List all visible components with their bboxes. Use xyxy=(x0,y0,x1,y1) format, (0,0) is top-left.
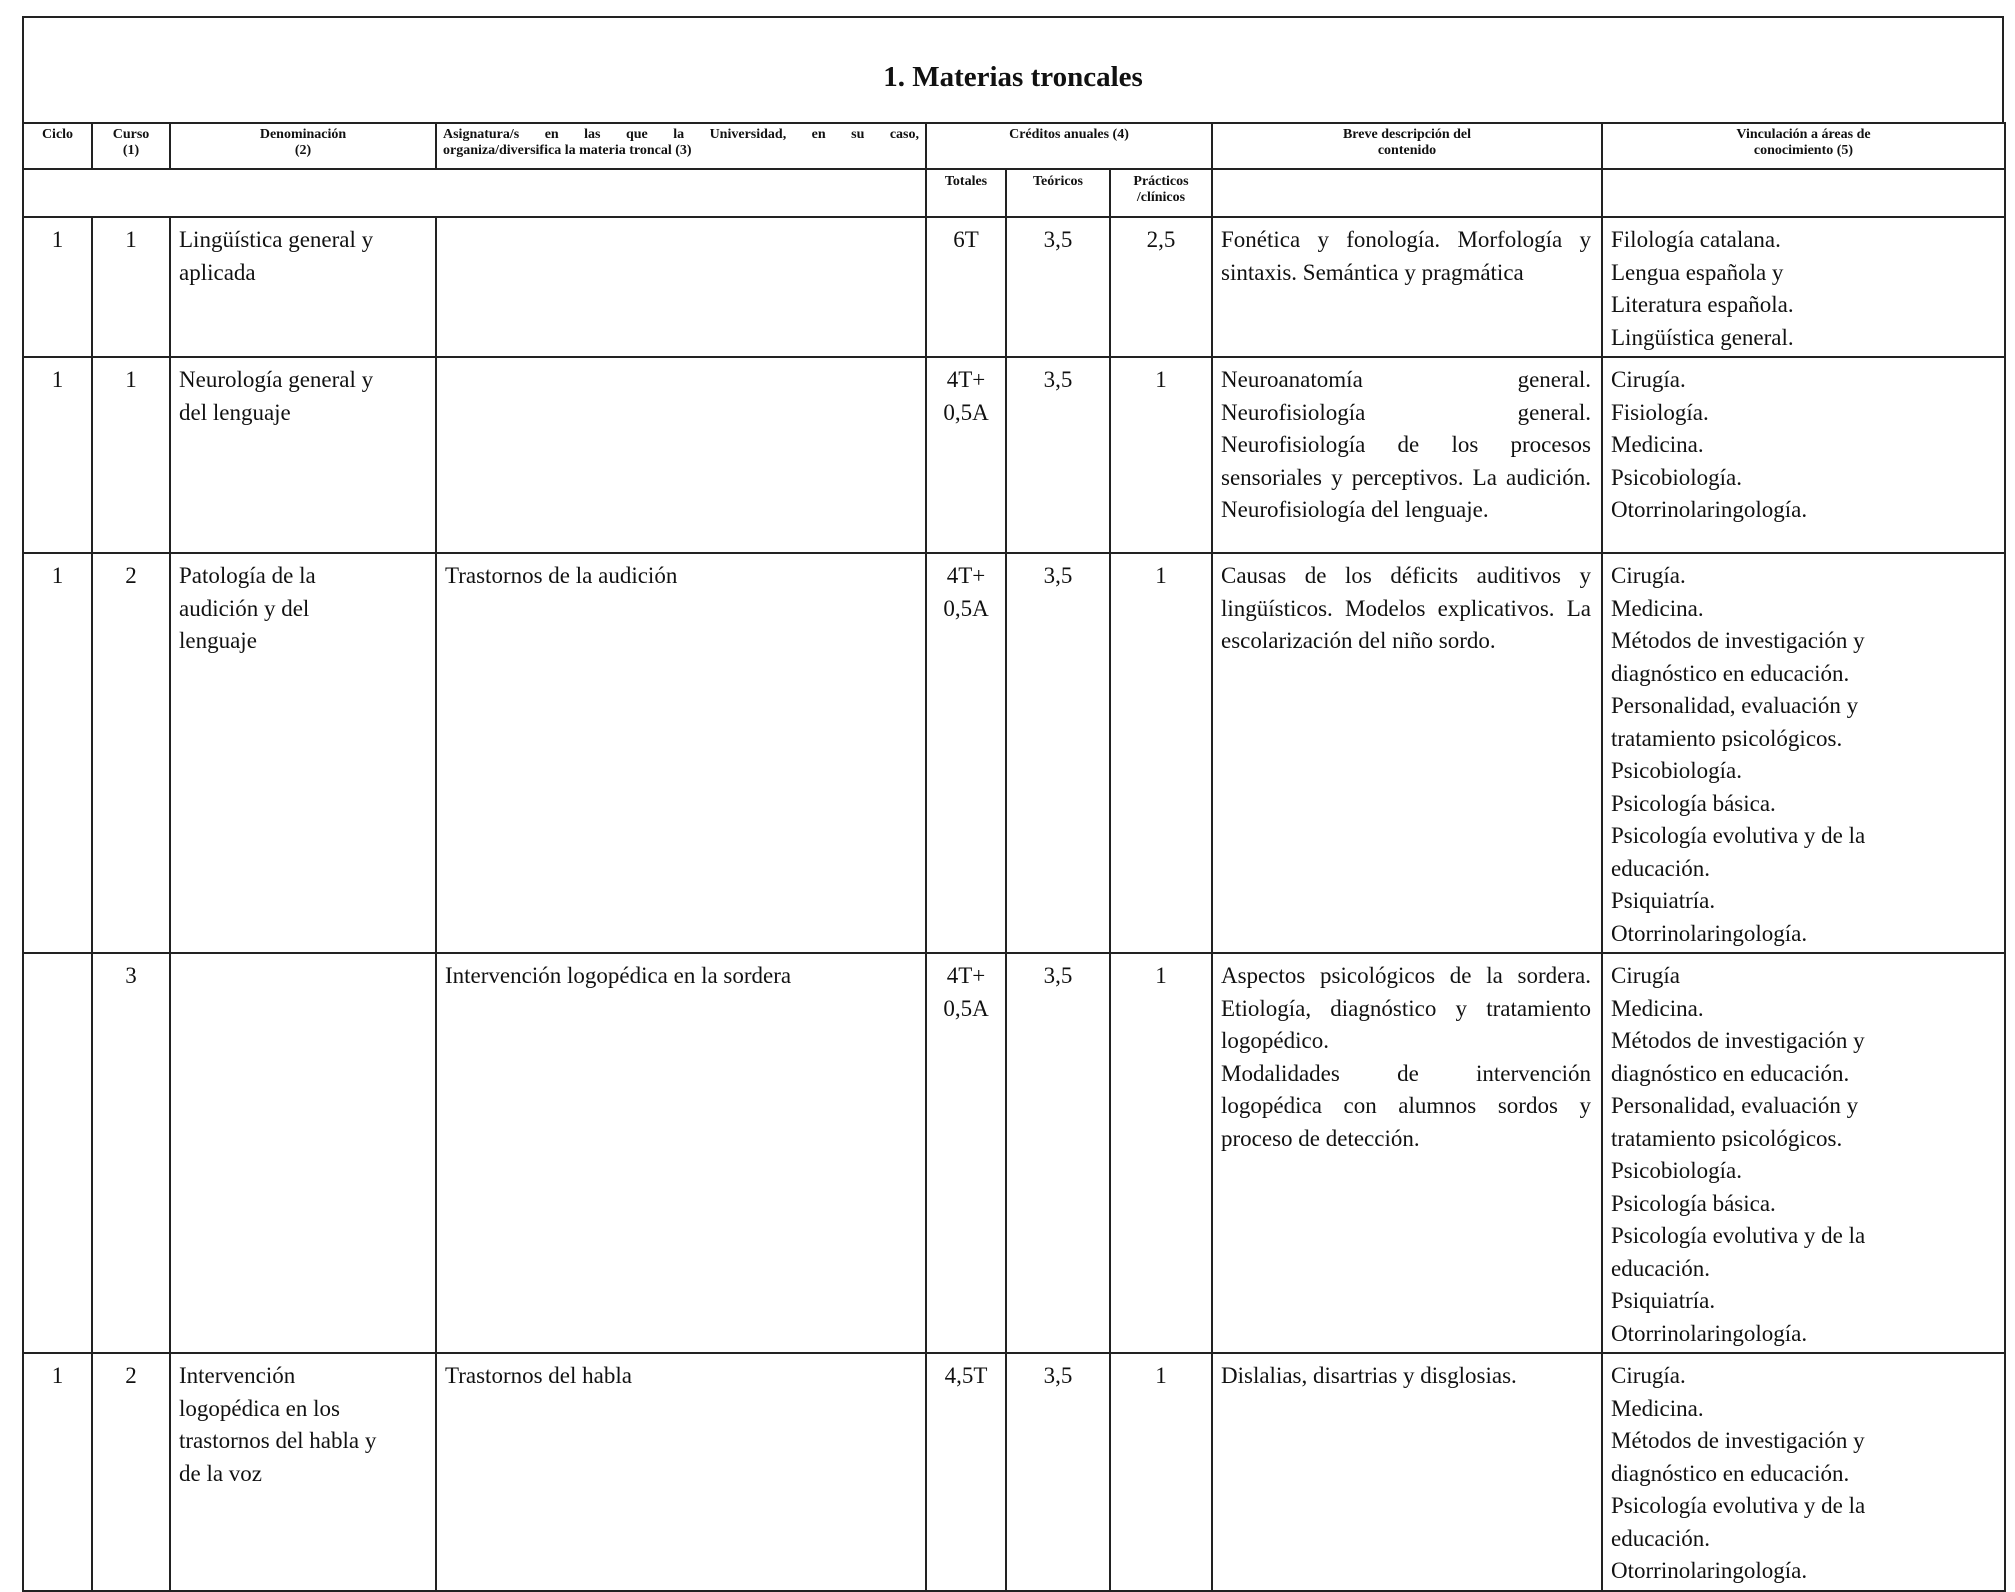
header-creditos: Créditos anuales (4) xyxy=(926,123,1212,169)
header-asignatura: Asignatura/s en las que la Universidad, en su caso, organiza/diversifica la materia troncal (3) xyxy=(436,123,926,169)
subjects-table xyxy=(22,122,2006,1592)
cell-vinculacion: Cirugía. Medicina. Métodos de investigación y diagnóstico en educación. Psicología evolutiva y de la educación. Otorrinolaringología. xyxy=(1602,1353,2005,1591)
cell-asignatura: Trastornos del habla xyxy=(436,1353,926,1591)
header-totales: Totales xyxy=(926,169,1006,217)
document xyxy=(22,16,2004,1592)
table-row xyxy=(23,953,2005,1353)
cell-vinculacion: Cirugía. Medicina. Métodos de investigación y diagnóstico en educación. Personalidad, evaluación y tratamiento psicológicos. Psicobiología. Psicología básica. Psicología evolutiva y de la educación. Psiquiatría. Otorrinolaringología. xyxy=(1602,553,2005,953)
subheader-row xyxy=(23,169,2005,217)
cell-curso: 2 xyxy=(92,553,170,953)
header-practicos: Prácticos /clínicos xyxy=(1110,169,1212,217)
header-ciclo: Ciclo xyxy=(23,123,92,169)
title-box xyxy=(22,16,2004,122)
cell-descripcion: Aspectos psicológicos de la sordera. Etiología, diagnóstico y tratamiento logopédico. Modalidades de intervención logopédica con alumnos sordos y proceso de detección. xyxy=(1212,953,1602,1353)
cell-teoricos: 3,5 xyxy=(1006,1353,1110,1591)
cell-practicos: 1 xyxy=(1110,1353,1212,1591)
cell-totales: 4,5T xyxy=(926,1353,1006,1591)
table-row xyxy=(23,217,2005,357)
cell-totales: 6T xyxy=(926,217,1006,357)
cell-curso: 1 xyxy=(92,217,170,357)
cell-asignatura xyxy=(436,357,926,553)
header-descripcion: Breve descripción del contenido xyxy=(1212,123,1602,169)
cell-curso: 3 xyxy=(92,953,170,1353)
cell-practicos: 1 xyxy=(1110,953,1212,1353)
cell-denominacion: Neurología general y del lenguaje xyxy=(170,357,436,553)
subheader-blank xyxy=(23,169,926,217)
header-teoricos: Teóricos xyxy=(1006,169,1110,217)
header-vinculacion: Vinculación a áreas de conocimiento (5) xyxy=(1602,123,2005,169)
cell-descripcion: Causas de los déficits auditivos y lingüísticos. Modelos explicativos. La escolarización del niño sordo. xyxy=(1212,553,1602,953)
cell-teoricos: 3,5 xyxy=(1006,357,1110,553)
cell-practicos: 1 xyxy=(1110,553,1212,953)
subheader-blank-vinc xyxy=(1602,169,2005,217)
header-denominacion: Denominación (2) xyxy=(170,123,436,169)
subheader-blank-desc xyxy=(1212,169,1602,217)
cell-practicos: 2,5 xyxy=(1110,217,1212,357)
cell-descripcion: Dislalias, disartrias y disglosias. xyxy=(1212,1353,1602,1591)
cell-curso: 1 xyxy=(92,357,170,553)
cell-totales: 4T+ 0,5A xyxy=(926,357,1006,553)
cell-denominacion xyxy=(170,953,436,1353)
cell-ciclo: 1 xyxy=(23,553,92,953)
cell-denominacion: Patología de la audición y del lenguaje xyxy=(170,553,436,953)
cell-descripcion: Fonética y fonología. Morfología y sintaxis. Semántica y pragmática xyxy=(1212,217,1602,357)
cell-denominacion: Intervención logopédica en los trastornos del habla y de la voz xyxy=(170,1353,436,1591)
cell-curso: 2 xyxy=(92,1353,170,1591)
header-curso: Curso (1) xyxy=(92,123,170,169)
cell-totales: 4T+ 0,5A xyxy=(926,553,1006,953)
cell-teoricos: 3,5 xyxy=(1006,217,1110,357)
cell-ciclo xyxy=(23,953,92,1353)
table-row xyxy=(23,1353,2005,1591)
cell-totales: 4T+ 0,5A xyxy=(926,953,1006,1353)
cell-practicos: 1 xyxy=(1110,357,1212,553)
cell-teoricos: 3,5 xyxy=(1006,553,1110,953)
table-row xyxy=(23,357,2005,553)
cell-vinculacion: Filología catalana. Lengua española y Literatura española. Lingüística general. xyxy=(1602,217,2005,357)
header-row xyxy=(23,123,2005,169)
cell-ciclo: 1 xyxy=(23,217,92,357)
page-title: 1. Materias troncales xyxy=(883,60,1143,93)
cell-asignatura: Trastornos de la audición xyxy=(436,553,926,953)
cell-teoricos: 3,5 xyxy=(1006,953,1110,1353)
cell-vinculacion: Cirugía. Fisiología. Medicina. Psicobiología. Otorrinolaringología. xyxy=(1602,357,2005,553)
table-row xyxy=(23,553,2005,953)
cell-vinculacion: Cirugía Medicina. Métodos de investigación y diagnóstico en educación. Personalidad, evaluación y tratamiento psicológicos. Psicobiología. Psicología básica. Psicología evolutiva y de la educación. Psiquiatría. Otorrinolaringología. xyxy=(1602,953,2005,1353)
cell-ciclo: 1 xyxy=(23,1353,92,1591)
cell-asignatura xyxy=(436,217,926,357)
cell-ciclo: 1 xyxy=(23,357,92,553)
cell-denominacion: Lingüística general y aplicada xyxy=(170,217,436,357)
cell-descripcion: Neuroanatomía general. Neurofisiología general. Neurofisiología de los procesos sensoriales y perceptivos. La audición. Neurofisiología del lenguaje. xyxy=(1212,357,1602,553)
cell-asignatura: Intervención logopédica en la sordera xyxy=(436,953,926,1353)
